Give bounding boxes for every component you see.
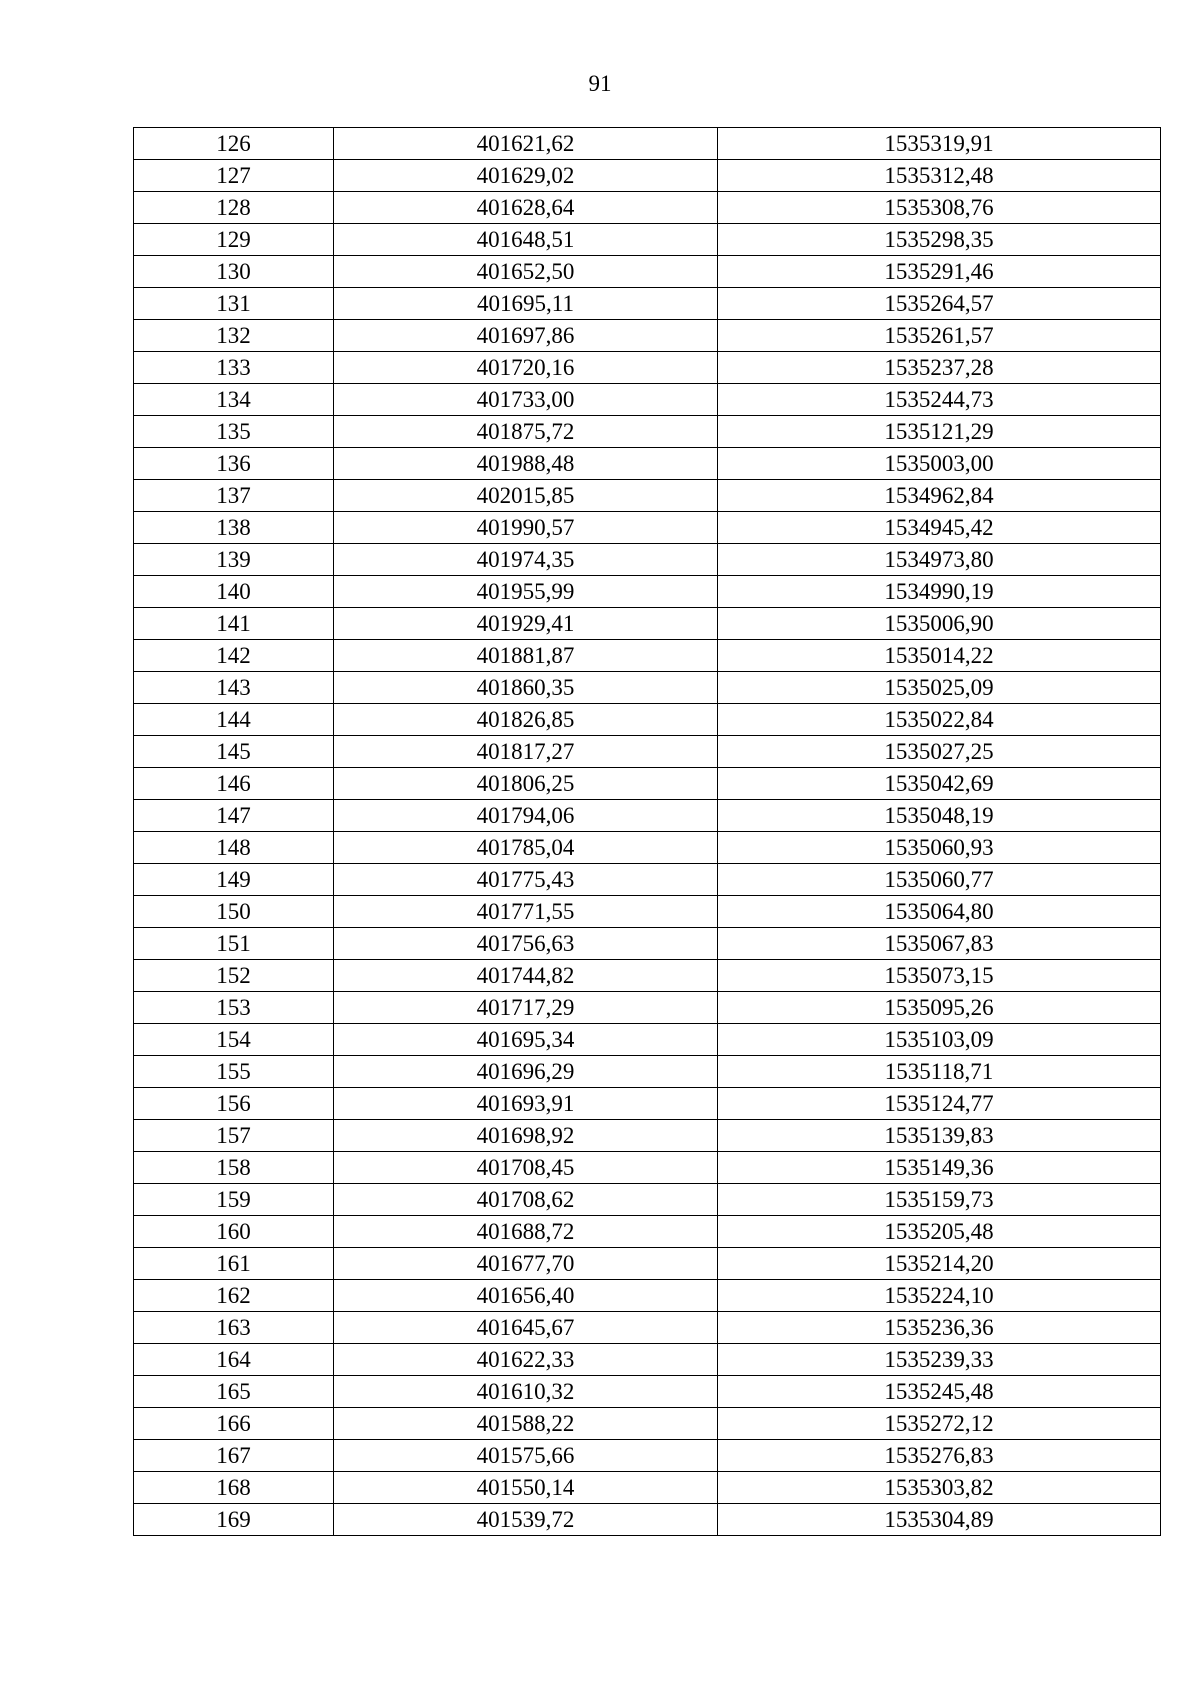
table-row bbox=[134, 416, 1161, 448]
x-coordinate-cell: 401652,50 bbox=[334, 256, 718, 288]
y-coordinate-cell: 1535276,83 bbox=[718, 1440, 1161, 1472]
y-coordinate-cell: 1535022,84 bbox=[718, 704, 1161, 736]
y-coordinate-cell: 1535159,73 bbox=[718, 1184, 1161, 1216]
y-coordinate-cell: 1535312,48 bbox=[718, 160, 1161, 192]
point-number-cell: 140 bbox=[134, 576, 334, 608]
y-coordinate-cell: 1535205,48 bbox=[718, 1216, 1161, 1248]
point-number-cell: 159 bbox=[134, 1184, 334, 1216]
y-coordinate-cell: 1535095,26 bbox=[718, 992, 1161, 1024]
point-number-cell: 150 bbox=[134, 896, 334, 928]
point-number-cell: 167 bbox=[134, 1440, 334, 1472]
y-coordinate-cell: 1534945,42 bbox=[718, 512, 1161, 544]
y-coordinate-cell: 1535048,19 bbox=[718, 800, 1161, 832]
table-row bbox=[134, 1152, 1161, 1184]
y-coordinate-cell: 1534990,19 bbox=[718, 576, 1161, 608]
y-coordinate-cell: 1535149,36 bbox=[718, 1152, 1161, 1184]
y-coordinate-cell: 1535264,57 bbox=[718, 288, 1161, 320]
point-number-cell: 154 bbox=[134, 1024, 334, 1056]
table-row bbox=[134, 1504, 1161, 1536]
point-number-cell: 157 bbox=[134, 1120, 334, 1152]
table-row bbox=[134, 768, 1161, 800]
x-coordinate-cell: 401717,29 bbox=[334, 992, 718, 1024]
x-coordinate-cell: 401648,51 bbox=[334, 224, 718, 256]
x-coordinate-cell: 401575,66 bbox=[334, 1440, 718, 1472]
table-row bbox=[134, 576, 1161, 608]
point-number-cell: 143 bbox=[134, 672, 334, 704]
point-number-cell: 128 bbox=[134, 192, 334, 224]
table-row bbox=[134, 224, 1161, 256]
table-row bbox=[134, 320, 1161, 352]
y-coordinate-cell: 1535060,93 bbox=[718, 832, 1161, 864]
x-coordinate-cell: 401688,72 bbox=[334, 1216, 718, 1248]
table-row bbox=[134, 192, 1161, 224]
point-number-cell: 155 bbox=[134, 1056, 334, 1088]
x-coordinate-cell: 401629,02 bbox=[334, 160, 718, 192]
y-coordinate-cell: 1534962,84 bbox=[718, 480, 1161, 512]
y-coordinate-cell: 1535298,35 bbox=[718, 224, 1161, 256]
point-number-cell: 151 bbox=[134, 928, 334, 960]
point-number-cell: 144 bbox=[134, 704, 334, 736]
point-number-cell: 163 bbox=[134, 1312, 334, 1344]
y-coordinate-cell: 1535304,89 bbox=[718, 1504, 1161, 1536]
table-row bbox=[134, 1440, 1161, 1472]
table-row bbox=[134, 608, 1161, 640]
x-coordinate-cell: 401677,70 bbox=[334, 1248, 718, 1280]
y-coordinate-cell: 1535042,69 bbox=[718, 768, 1161, 800]
table-row bbox=[134, 544, 1161, 576]
coordinates-table-body bbox=[134, 128, 1161, 1536]
x-coordinate-cell: 401588,22 bbox=[334, 1408, 718, 1440]
point-number-cell: 131 bbox=[134, 288, 334, 320]
y-coordinate-cell: 1535025,09 bbox=[718, 672, 1161, 704]
point-number-cell: 147 bbox=[134, 800, 334, 832]
y-coordinate-cell: 1534973,80 bbox=[718, 544, 1161, 576]
table-row bbox=[134, 928, 1161, 960]
point-number-cell: 156 bbox=[134, 1088, 334, 1120]
x-coordinate-cell: 401771,55 bbox=[334, 896, 718, 928]
x-coordinate-cell: 401645,67 bbox=[334, 1312, 718, 1344]
x-coordinate-cell: 401697,86 bbox=[334, 320, 718, 352]
point-number-cell: 153 bbox=[134, 992, 334, 1024]
point-number-cell: 148 bbox=[134, 832, 334, 864]
table-row bbox=[134, 1344, 1161, 1376]
y-coordinate-cell: 1535006,90 bbox=[718, 608, 1161, 640]
y-coordinate-cell: 1535027,25 bbox=[718, 736, 1161, 768]
table-row bbox=[134, 1216, 1161, 1248]
table-row bbox=[134, 1248, 1161, 1280]
point-number-cell: 132 bbox=[134, 320, 334, 352]
x-coordinate-cell: 401708,45 bbox=[334, 1152, 718, 1184]
point-number-cell: 145 bbox=[134, 736, 334, 768]
page-number: 91 bbox=[588, 71, 612, 96]
table-row bbox=[134, 512, 1161, 544]
table-row bbox=[134, 1280, 1161, 1312]
point-number-cell: 165 bbox=[134, 1376, 334, 1408]
y-coordinate-cell: 1535139,83 bbox=[718, 1120, 1161, 1152]
coordinates-table bbox=[133, 127, 1161, 1536]
table-row bbox=[134, 448, 1161, 480]
point-number-cell: 137 bbox=[134, 480, 334, 512]
y-coordinate-cell: 1535124,77 bbox=[718, 1088, 1161, 1120]
x-coordinate-cell: 401693,91 bbox=[334, 1088, 718, 1120]
point-number-cell: 134 bbox=[134, 384, 334, 416]
point-number-cell: 126 bbox=[134, 128, 334, 160]
y-coordinate-cell: 1535244,73 bbox=[718, 384, 1161, 416]
x-coordinate-cell: 401610,32 bbox=[334, 1376, 718, 1408]
y-coordinate-cell: 1535308,76 bbox=[718, 192, 1161, 224]
y-coordinate-cell: 1535103,09 bbox=[718, 1024, 1161, 1056]
y-coordinate-cell: 1535245,48 bbox=[718, 1376, 1161, 1408]
x-coordinate-cell: 401628,64 bbox=[334, 192, 718, 224]
table-row bbox=[134, 1024, 1161, 1056]
table-row bbox=[134, 256, 1161, 288]
y-coordinate-cell: 1535073,15 bbox=[718, 960, 1161, 992]
table-row bbox=[134, 640, 1161, 672]
x-coordinate-cell: 401990,57 bbox=[334, 512, 718, 544]
table-row bbox=[134, 352, 1161, 384]
point-number-cell: 149 bbox=[134, 864, 334, 896]
point-number-cell: 142 bbox=[134, 640, 334, 672]
x-coordinate-cell: 401806,25 bbox=[334, 768, 718, 800]
table-row bbox=[134, 128, 1161, 160]
table-row bbox=[134, 800, 1161, 832]
y-coordinate-cell: 1535121,29 bbox=[718, 416, 1161, 448]
x-coordinate-cell: 401708,62 bbox=[334, 1184, 718, 1216]
x-coordinate-cell: 401794,06 bbox=[334, 800, 718, 832]
x-coordinate-cell: 401656,40 bbox=[334, 1280, 718, 1312]
table-row bbox=[134, 1088, 1161, 1120]
table-row bbox=[134, 1120, 1161, 1152]
point-number-cell: 130 bbox=[134, 256, 334, 288]
x-coordinate-cell: 401695,11 bbox=[334, 288, 718, 320]
point-number-cell: 141 bbox=[134, 608, 334, 640]
table-row bbox=[134, 864, 1161, 896]
y-coordinate-cell: 1535224,10 bbox=[718, 1280, 1161, 1312]
point-number-cell: 127 bbox=[134, 160, 334, 192]
table-row bbox=[134, 1472, 1161, 1504]
point-number-cell: 136 bbox=[134, 448, 334, 480]
x-coordinate-cell: 401695,34 bbox=[334, 1024, 718, 1056]
y-coordinate-cell: 1535214,20 bbox=[718, 1248, 1161, 1280]
x-coordinate-cell: 401621,62 bbox=[334, 128, 718, 160]
x-coordinate-cell: 401756,63 bbox=[334, 928, 718, 960]
x-coordinate-cell: 401550,14 bbox=[334, 1472, 718, 1504]
y-coordinate-cell: 1535236,36 bbox=[718, 1312, 1161, 1344]
y-coordinate-cell: 1535060,77 bbox=[718, 864, 1161, 896]
table-row bbox=[134, 288, 1161, 320]
x-coordinate-cell: 401881,87 bbox=[334, 640, 718, 672]
x-coordinate-cell: 401622,33 bbox=[334, 1344, 718, 1376]
table-row bbox=[134, 1184, 1161, 1216]
x-coordinate-cell: 401988,48 bbox=[334, 448, 718, 480]
x-coordinate-cell: 401539,72 bbox=[334, 1504, 718, 1536]
x-coordinate-cell: 401696,29 bbox=[334, 1056, 718, 1088]
x-coordinate-cell: 401744,82 bbox=[334, 960, 718, 992]
point-number-cell: 160 bbox=[134, 1216, 334, 1248]
x-coordinate-cell: 401785,04 bbox=[334, 832, 718, 864]
x-coordinate-cell: 401775,43 bbox=[334, 864, 718, 896]
table-row bbox=[134, 704, 1161, 736]
point-number-cell: 164 bbox=[134, 1344, 334, 1376]
point-number-cell: 152 bbox=[134, 960, 334, 992]
y-coordinate-cell: 1535003,00 bbox=[718, 448, 1161, 480]
point-number-cell: 168 bbox=[134, 1472, 334, 1504]
point-number-cell: 138 bbox=[134, 512, 334, 544]
point-number-cell: 135 bbox=[134, 416, 334, 448]
point-number-cell: 158 bbox=[134, 1152, 334, 1184]
table-row bbox=[134, 160, 1161, 192]
table-row bbox=[134, 384, 1161, 416]
point-number-cell: 133 bbox=[134, 352, 334, 384]
y-coordinate-cell: 1535237,28 bbox=[718, 352, 1161, 384]
x-coordinate-cell: 401955,99 bbox=[334, 576, 718, 608]
x-coordinate-cell: 401875,72 bbox=[334, 416, 718, 448]
x-coordinate-cell: 401860,35 bbox=[334, 672, 718, 704]
y-coordinate-cell: 1535014,22 bbox=[718, 640, 1161, 672]
table-row bbox=[134, 480, 1161, 512]
x-coordinate-cell: 402015,85 bbox=[334, 480, 718, 512]
y-coordinate-cell: 1535064,80 bbox=[718, 896, 1161, 928]
y-coordinate-cell: 1535118,71 bbox=[718, 1056, 1161, 1088]
x-coordinate-cell: 401720,16 bbox=[334, 352, 718, 384]
y-coordinate-cell: 1535239,33 bbox=[718, 1344, 1161, 1376]
y-coordinate-cell: 1535067,83 bbox=[718, 928, 1161, 960]
table-row bbox=[134, 1376, 1161, 1408]
x-coordinate-cell: 401974,35 bbox=[334, 544, 718, 576]
table-row bbox=[134, 736, 1161, 768]
y-coordinate-cell: 1535319,91 bbox=[718, 128, 1161, 160]
point-number-cell: 169 bbox=[134, 1504, 334, 1536]
x-coordinate-cell: 401698,92 bbox=[334, 1120, 718, 1152]
table-row bbox=[134, 1408, 1161, 1440]
table-row bbox=[134, 896, 1161, 928]
x-coordinate-cell: 401929,41 bbox=[334, 608, 718, 640]
table-row bbox=[134, 832, 1161, 864]
x-coordinate-cell: 401826,85 bbox=[334, 704, 718, 736]
table-row bbox=[134, 960, 1161, 992]
point-number-cell: 146 bbox=[134, 768, 334, 800]
table-row bbox=[134, 992, 1161, 1024]
y-coordinate-cell: 1535303,82 bbox=[718, 1472, 1161, 1504]
x-coordinate-cell: 401733,00 bbox=[334, 384, 718, 416]
x-coordinate-cell: 401817,27 bbox=[334, 736, 718, 768]
y-coordinate-cell: 1535272,12 bbox=[718, 1408, 1161, 1440]
y-coordinate-cell: 1535291,46 bbox=[718, 256, 1161, 288]
point-number-cell: 161 bbox=[134, 1248, 334, 1280]
point-number-cell: 162 bbox=[134, 1280, 334, 1312]
y-coordinate-cell: 1535261,57 bbox=[718, 320, 1161, 352]
point-number-cell: 129 bbox=[134, 224, 334, 256]
table-row bbox=[134, 1312, 1161, 1344]
table-row bbox=[134, 1056, 1161, 1088]
point-number-cell: 139 bbox=[134, 544, 334, 576]
point-number-cell: 166 bbox=[134, 1408, 334, 1440]
table-row bbox=[134, 672, 1161, 704]
